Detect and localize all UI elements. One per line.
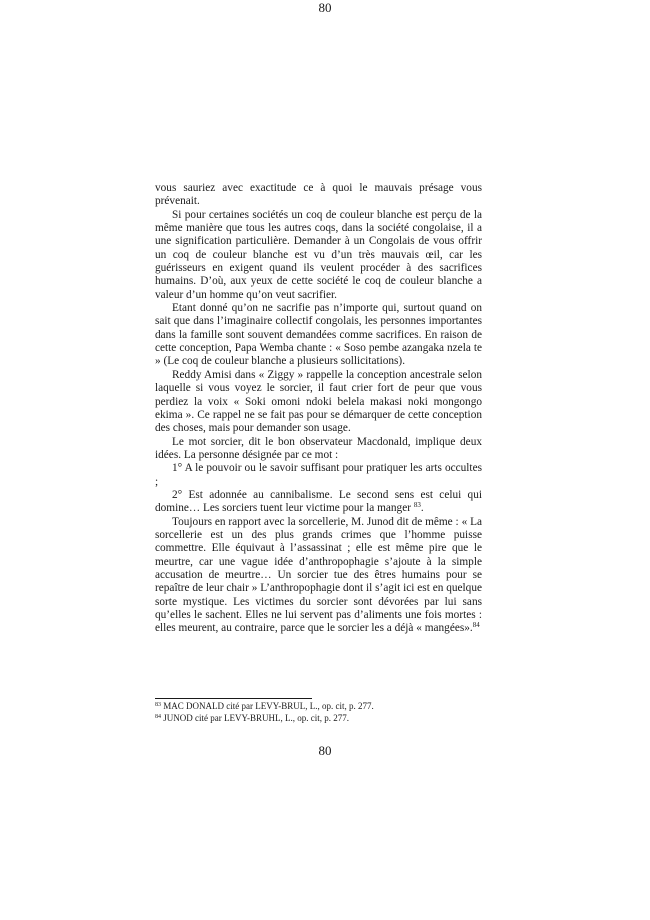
footnotes [155, 701, 482, 724]
footnote-number: 84 [155, 713, 161, 720]
paragraph-text: Toujours en rapport avec la sorcellerie, M. Junod dit de même : « La sorcellerie est un des plus grands crimes que l’homme puisse commettre. Elle équivaut à l’assassinat ; elle est même pire que le meurtre, car une vague idée d’anthropophagie s’ajoute à la simple accusation de meurtre… Un sorcier tue des êtres humains pour se repaître de leur chair » L’anthropophagie dont il s’agit ici est en quelque sorte mystique. Les victimes du sorcier sont dévorées par lui sans qu’elles le sachent. Elles ne lui servent pas d’aliments une fois mortes : elles meurent, au contraire, parce que le sorcier les a déjà « mangées». [155, 515, 482, 635]
paragraph: Etant donné qu’on ne sacrifie pas n’importe qui, surtout quand on sait que dans l’imaginaire collectif congolais, les personnes importantes dans la famille sont souvent demandées comme sacrifices. En raison de cette conception, Papa Wemba chante : « Soso pembe azangaka nzela te » (Le coq de couleur blanche a plusieurs sollicitations). [155, 302, 482, 368]
body-text [155, 182, 482, 636]
paragraph: 1° A le pouvoir ou le savoir suffisant pour pratiquer les arts occultes ; [155, 462, 482, 488]
footnote-number: 83 [155, 702, 161, 708]
paragraph [155, 516, 482, 636]
paragraph-text: 2° Est adonnée au cannibalisme. Le second sens est celui qui domine… Les sorciers tuent leur victime pour la manger [155, 488, 482, 515]
footnote-divider [155, 698, 312, 699]
footnote-84 [155, 713, 482, 725]
paragraph: Si pour certaines sociétés un coq de couleur blanche est perçu de la même manière que tous les autres coqs, dans la société congolaise, il a une signification particulière. Demander à un Congolais de vous offrir un coq de couleur blanche est vu d’un très mauvais œil, car les guérisseurs en exigent quand ils veulent procéder à des sacrifices humains. D’où, aux yeux de cette société le coq de couleur blanche a valeur d’un homme qu’on veut sacrifier. [155, 208, 482, 301]
paragraph [155, 489, 482, 516]
footnote-ref-83[interactable]: 83 [413, 501, 421, 510]
footnote-ref-84[interactable]: 84 [472, 621, 480, 630]
paragraph: vous sauriez avec exactitude ce à quoi le mauvais présage vous prévenait. [155, 182, 482, 208]
paragraph: Reddy Amisi dans « Ziggy » rappelle la conception ancestrale selon laquelle si vous voyez le sorcier, il faut crier fort de peur que vous perdiez la voix « Soki omoni ndoki belela makasi noki mongongo ekima ». Ce rappel ne se fait pas pour se démarquer de cette conception des choses, mais pour demander son usage. [155, 368, 482, 435]
footnote-83 [155, 701, 482, 713]
footnote-text: JUNOD cité par LEVY-BRUHL, L., op. cit, p. 277. [161, 712, 349, 723]
page-number-top: 80 [318, 0, 332, 15]
paragraph: Le mot sorcier, dit le bon observateur Macdonald, implique deux idées. La personne désignée par ce mot : [155, 435, 482, 461]
footnote-text: MAC DONALD cité par LEVY-BRUL, L., op. cit, p. 277. [161, 701, 374, 711]
paragraph-trailing: . [420, 502, 424, 515]
page-number-bottom: 80 [318, 743, 332, 758]
